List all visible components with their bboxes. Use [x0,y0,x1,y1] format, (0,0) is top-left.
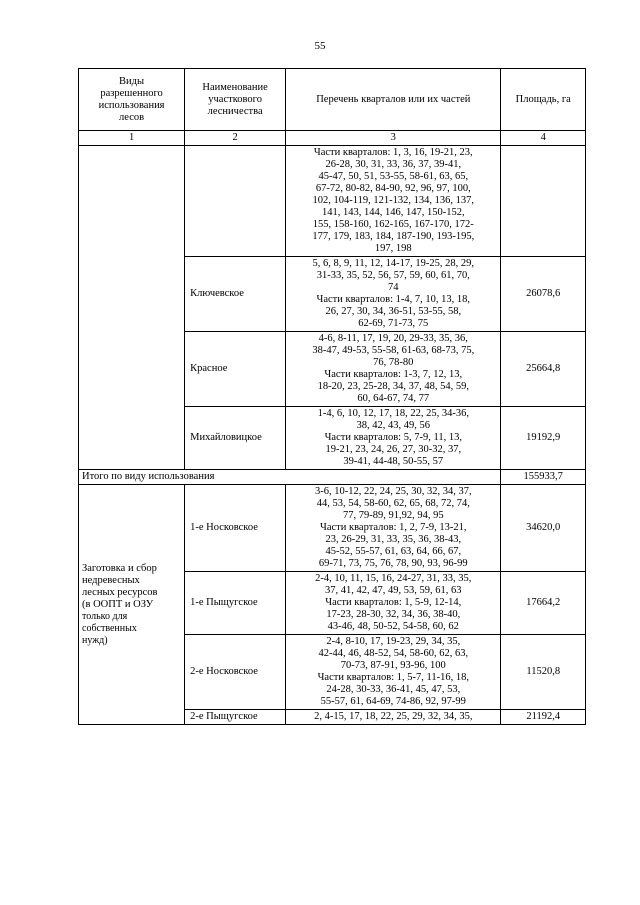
area-value: 25664,8 [501,332,586,407]
quarters-line: Части кварталов: 5, 7-9, 11, 13, [324,432,462,443]
quarters-line: 141, 143, 144, 146, 147, 150-152, [321,207,465,218]
quarters-list [286,485,501,572]
forestry-name: 1-е Пыщугское [185,572,286,635]
quarters-line: 38-47, 49-53, 55-58, 61-63, 68-73, 75, [312,345,475,356]
area-value: 17664,2 [501,572,586,635]
quarters-line: 26, 27, 30, 34, 36-51, 53-55, 58, [325,306,462,317]
column-number-row [79,131,586,146]
quarters-list [286,407,501,470]
quarters-line: 177, 179, 183, 184, 187-190, 193-195, [312,231,475,242]
usage-type-line: (в ООПТ и ОЗУ [82,598,154,610]
header-line: лесничества [207,105,263,117]
header-line: лесов [119,111,145,123]
quarters-line: 60, 64-67, 74, 77 [357,393,430,404]
area-value: 19192,9 [501,407,586,470]
quarters-list [286,635,501,710]
quarters-line: 74 [388,282,399,293]
area-value: 11520,8 [501,635,586,710]
quarters-line: Части кварталов: 1, 5-9, 12-14, [325,597,462,608]
quarters-line: 69-71, 73, 75, 76, 78, 90, 93, 96-99 [318,558,468,569]
quarters-line: Части кварталов: 1-4, 7, 10, 13, 18, [316,294,471,305]
quarters-line: 62-69, 71-73, 75 [358,318,429,329]
quarters-line: 42-44, 46, 48-52, 54, 58-60, 62, 63, [318,648,469,659]
quarters-list [286,332,501,407]
forestry-name: 1-е Носковское [185,485,286,572]
usage-type-line: собственных [82,622,137,634]
quarters-line: 155, 158-160, 162-165, 167-170, 172- [312,219,474,230]
quarters-line: 18-20, 23, 25-28, 34, 37, 48, 54, 59, [317,381,469,392]
area-value: 21192,4 [501,710,586,725]
quarters-line: 4-6, 8-11, 17, 19, 20, 29-33, 35, 36, [318,333,468,344]
quarters-line: 77, 79-89, 91,92, 94, 95 [342,510,444,521]
quarters-line: 45-52, 55-57, 61, 63, 64, 66, 67, [325,546,462,557]
quarters-line: 76, 78-80 [373,357,414,368]
usage-type-cell [79,146,185,470]
quarters-line: 26-28, 30, 31, 33, 36, 37, 39-41, [325,159,462,170]
forestry-name: 2-е Носковское [185,635,286,710]
quarters-line: 37, 41, 42, 47, 49, 53, 59, 61, 63 [325,585,462,596]
forestry-name: 2-е Пыщугское [185,710,286,725]
usage-type-line: недревесных [82,574,140,586]
header-line: разрешенного [100,87,163,99]
usage-type-line: лесных ресурсов [82,586,158,598]
quarters-line: 2, 4-15, 17, 18, 22, 25, 29, 32, 34, 35, [314,711,473,722]
quarters-line: 197, 198 [374,243,412,254]
quarters-line: Части кварталов: 1, 3, 16, 19-21, 23, [313,147,473,158]
quarters-line: Части кварталов: 1-3, 7, 12, 13, [324,369,463,380]
header-quarters-list: Перечень кварталов или их частей [286,69,501,131]
forestry-name: Ключевское [185,257,286,332]
quarters-line: 43-46, 48, 50-52, 54-58, 60, 62 [327,621,459,632]
usage-type-cell [79,485,185,725]
quarters-line: 23, 26-29, 31, 33, 35, 36, 38-43, [325,534,462,545]
area-value: 34620,0 [501,485,586,572]
quarters-line: 39-41, 44-48, 50-55, 57 [343,456,444,467]
quarters-line: 44, 53, 54, 58-60, 62, 65, 68, 72, 74, [316,498,470,509]
total-row [79,470,586,485]
page-number: 55 [314,40,326,52]
header-line: использования [98,99,165,111]
quarters-table [78,68,586,725]
header-forestry-name [185,69,286,131]
quarters-list [286,710,501,725]
column-number: 1 [79,131,185,146]
quarters-list [286,572,501,635]
quarters-line: 19-21, 23, 24, 26, 27, 30-32, 37, [325,444,462,455]
column-number: 2 [185,131,286,146]
quarters-line: 17-23, 28-30, 32, 34, 36, 38-40, [326,609,461,620]
quarters-line: Части кварталов: 1, 5-7, 11-16, 18, [317,672,469,683]
quarters-line: 1-4, 6, 10, 12, 17, 18, 22, 25, 34-36, [317,408,469,419]
area-value [501,146,586,257]
quarters-line: 102, 104-119, 121-132, 134, 136, 137, [312,195,475,206]
forestry-name: Красное [185,332,286,407]
header-usage-type [79,69,185,131]
quarters-line: 2-4, 8-10, 17, 19-23, 29, 34, 35, [326,636,461,647]
table-row [79,146,586,257]
forestry-name [185,146,286,257]
column-number: 3 [286,131,501,146]
usage-type-line: Заготовка и сбор [82,562,157,574]
quarters-line: 31-33, 35, 52, 56, 57, 59, 60, 61, 70, [316,270,470,281]
column-number: 4 [501,131,586,146]
usage-type-line: нужд) [82,634,108,646]
quarters-line: Части кварталов: 1, 2, 7-9, 13-21, [320,522,467,533]
header-line: Виды [119,75,145,87]
total-area: 155933,7 [501,470,586,485]
header-area: Площадь, га [501,69,586,131]
quarters-line: 38, 42, 43, 49, 56 [356,420,431,431]
area-value: 26078,6 [501,257,586,332]
quarters-line: 24-28, 30-33, 36-41, 45, 47, 53, [326,684,461,695]
table-row [79,485,586,572]
quarters-line: 5, 6, 8, 9, 11, 12, 14-17, 19-25, 28, 29, [312,258,475,269]
quarters-line: 55-57, 61, 64-69, 74-86, 92, 97-99 [320,696,466,707]
quarters-line: 70-73, 87-91, 93-96, 100 [340,660,446,671]
forestry-name: Михайловицкое [185,407,286,470]
quarters-line: 45-47, 50, 51, 53-55, 58-61, 63, 65, [318,171,469,182]
quarters-list [286,257,501,332]
header-line: Наименование [202,81,268,93]
usage-type-line: только для [82,610,128,622]
quarters-line: 2-4, 10, 11, 15, 16, 24-27, 31, 33, 35, [315,573,472,584]
quarters-list [286,146,501,257]
table-header-row [79,69,586,131]
total-label: Итого по виду использования [79,470,501,485]
quarters-line: 67-72, 80-82, 84-90, 92, 96, 97, 100, [315,183,471,194]
header-line: участкового [208,93,262,105]
quarters-line: 3-6, 10-12, 22, 24, 25, 30, 32, 34, 37, [314,486,472,497]
